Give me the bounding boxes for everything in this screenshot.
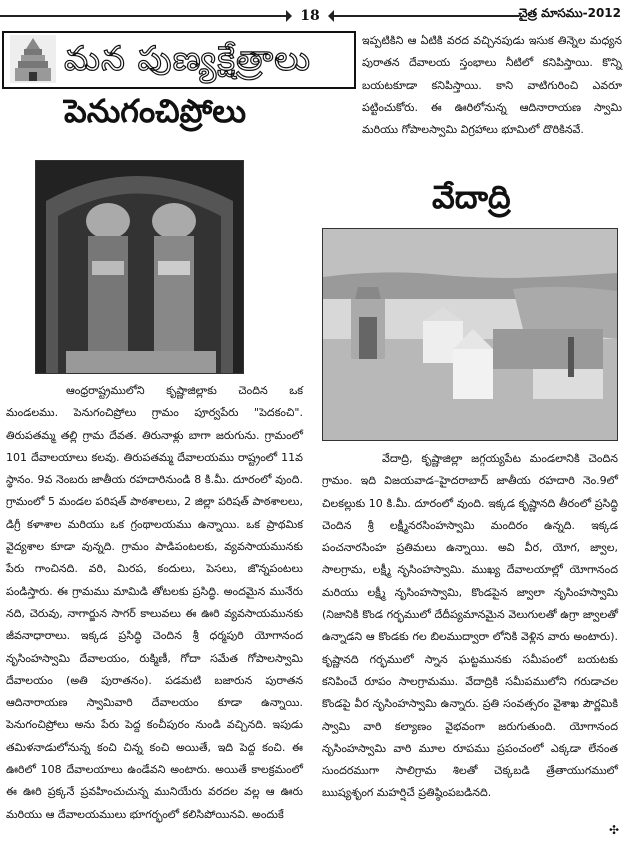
left-article-paragraph: ఆంధ్రరాష్ట్రములోని కృష్ణాజిల్లాకు చెందిన ఒక మండలము. పెనుగంచిప్రోలు గ్రామం పూర్వపేరు "పెదకంచి". తిరుపతమ్మ తల్లి గ్రామ దేవత. తిరునాళ్లు బాగా జరుగును. గ్రామంలో 101 దేవాలయాలు కలవు. తిరుపతమ్మ దేవాలయము రాష్ట్రంలో 11వ స్థానం. 9వ నెంబరు జాతీయ రహదారినుండి 8 కి.మీ. దూరంలో వుంది. గ్రామంలో 5 మండల పరిషత్ పాఠశాలలు, 2 జిల్లా పరిషత్ పాఠశాలలు, డిగ్రీ కళాశాల మరియు ఒక గ్రంథాలయము ఉన్నాయి. ఒక ప్రాథమిక వైద్యశాల కూడా వున్నది. గ్రామం పాడిపంటలకు, వ్యవసాయమునకు పేరు గాంచినది. వరి, మిరప, కందులు, పెసలు, జొన్నపంటలు పండిస్తారు. ఈ గ్రామము మామిడి తోటలకు ప్రసిద్ధి. అందమైన మునేరు నది, చెరువు, నాగార్జున సాగర్ కాలువలు ఈ ఊరి వ్యవసాయమునకు జీవనాధారాలు. ఇక్కడ ప్రసిద్ధి చెందిన శ్రీ ధర్మపురి యోగానంద నృసింహస్వామి దేవాలయం, రుక్మిణీ, గోదా సమేత గోపాలస్వామి దేవాలయం (అతి పురాతనం). పడమటి బజారున పురాతన ఆదినారాయణ స్వామివారి దేవాలయం కూడా ఉన్నాయి. పెనుగంచిప్రోలు అను పేరు పెద్ద కంచీపురం నుండి వచ్చినది. ఇపుడు తమిళనాడులోనున్న కంచి చిన్న కంచి అయితే, ఇది పెద్ద కంచి. ఈ ఊరిలో 108 దేవాలయాలు ఉండేవని అంటారు. అయితే కాలక్రమంలో ఈ ఊరి ప్రక్కనే ప్రవహించుచున్న మునియేరు వరదల వల్ల ఆ ఊరు మరియు ఆ దేవాలయములు భూగర్భంలో కలిసిపోయినవి. అందుకే [6, 384, 303, 821]
section-title: మన పుణ్యక్షేత్రాలు [64, 39, 312, 79]
left-article-title: పెనుగంచిప్రోలు [64, 92, 247, 130]
temple-landscape-illustration [323, 229, 617, 440]
continuation-paragraph: ఇప్పటికిని ఆ ఏటికి వరద వచ్చినపుడు ఇసుక తిన్నెల మధ్యన పురాతన దేవాలయ స్తంభాలు నీటిలో కనిపిస్తాయి. కొన్ని బయటకూడా కనిపిస్తాయి. కాని వాటిగురించి ఎవరూ పట్టించుకోరు. ఈ ఊరిలోనున్న ఆదినారాయణ స్వామి మరియు గోపాలస్వామి విగ్రహాలు భూమిలో దొరికినవే. [362, 34, 622, 137]
right-article-title: వేదాద్రి [432, 178, 511, 216]
deity-idols-illustration [36, 161, 243, 373]
temple-riverside-photo [322, 228, 618, 441]
footer-ornament-icon: ✣ [608, 823, 619, 837]
right-article-paragraph: వేదాద్రి, కృష్ణాజిల్లా జగ్గయ్యపేట మండలానికి చెందిన గ్రామం. ఇది విజయవాడ–హైదరాబాద్ జాతీయ రహదారి నెం.9లో చిలకల్లుకు 10 కి.మీ. దూరంలో వుంది. ఇక్కడ కృష్ణానది తీరంలో ప్రసిద్ధి చెందిన శ్రీ లక్ష్మీనరసింహస్వామి మందిరం ఉన్నది. ఇక్కడ పంచనారసింహ ప్రతిమలు ఉన్నాయి. అవి వీర, యోగ, జ్వాల, సాలగ్రామ, లక్ష్మీ నృసింహస్వామి. ముఖ్య దేవాలయాల్లో యోగానంద మరియు లక్ష్మీ నృసింహస్వామి, కొండపైన జ్వాలా నృసింహస్వామి (నిజానికి కొండ గర్భములో దేదీప్యమానమైన వెలుగులతో ఉగ్రా జ్వాలతో ఉన్నాడని ఆ కొండకు గల బిలముద్వారా లోనికి వెళ్లిన వారు అంటారు). కృష్ణానది గర్భములో స్నాన ఘట్టమునకు సమీపంలో బయటకు కనిపించే రూపం సాలగ్రామము. వేదాద్రికి సమీపములోని గరుడాచల కొండపై వీర నృసింహస్వామి ఉన్నారు. ప్రతి సంవత్సరం వైశాఖ పౌర్ణమికి స్వామి వారి కల్యాణం వైభవంగా జరుగుతుంది. యోగానంద నృసింహస్వామి వారి మూల రూపము ప్రపంచంలో ఎక్కడా లేనంత సుందరముగా సాలిగ్రామ శిలతో చెక్కబడి త్రేతాయుగములో ఋష్యశృంగ మహర్షిచే ప్రతిష్ఠింపబడినది. [322, 452, 618, 800]
header-rule-left [0, 15, 286, 17]
section-banner [2, 31, 356, 89]
issue-label: చైత్ర మాసము-2012 [518, 6, 621, 20]
page-header [0, 0, 629, 30]
right-article-body [322, 448, 618, 805]
left-article-body [6, 380, 303, 826]
page-number: 18 [290, 6, 330, 26]
header-rule-right [334, 15, 519, 17]
left-article-continuation [362, 30, 622, 141]
temple-gopuram-icon [10, 35, 56, 83]
deity-idols-photo [35, 160, 244, 374]
